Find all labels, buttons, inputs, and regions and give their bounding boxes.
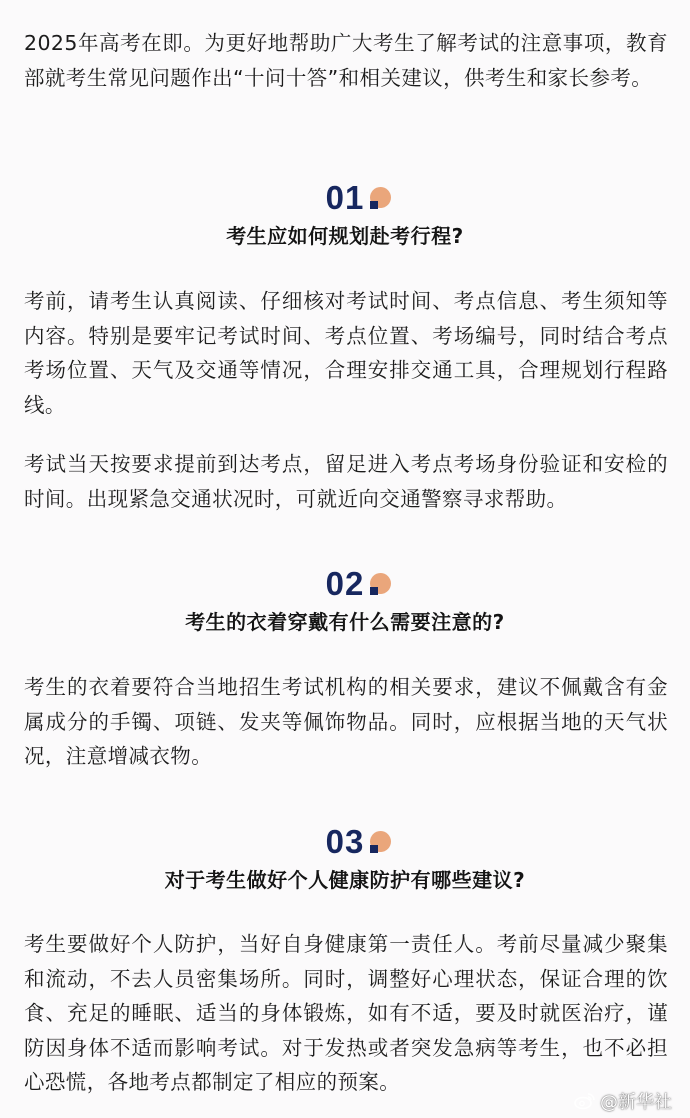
- watermark: [574, 1088, 672, 1114]
- section-03-paragraph-1: 考生要做好个人防护，当好自身健康第一责任人。考前尽量减少聚集和流动，不去人员密集场所。同时，调整好心理状态，保证合理的饮食、充足的睡眠、适当的身体锻炼，如有不适，要及时就医治疗，谨防因身体不适而影响考试。对于发热或者突发急病等考生，也不必担心恐慌，各地考点都制定了相应的预案。: [24, 932, 668, 1094]
- section-number-badge: [326, 564, 365, 604]
- section-header-01: [0, 178, 690, 252]
- section-header-02: [0, 564, 690, 638]
- section-question: 对于考生做好个人健康防护有哪些建议?: [164, 868, 526, 892]
- section-number-badge: [326, 822, 365, 862]
- navy-square-icon: [370, 201, 378, 209]
- intro-paragraph: 2025年高考在即。为更好地帮助广大考生了解考试的注意事项，教育部就考生常见问题作出“十问十答”和相关建议，供考生和家长参考。: [24, 31, 668, 90]
- section-number-badge: [326, 178, 365, 218]
- section-question: 考生应如何规划赴考行程?: [226, 224, 464, 248]
- section-question: 考生的衣着穿戴有什么需要注意的?: [185, 610, 505, 634]
- section-header-03: [0, 822, 690, 896]
- section-number: 01: [325, 179, 365, 216]
- weibo-icon: [574, 1092, 596, 1110]
- watermark-text: @新华社: [600, 1092, 672, 1113]
- navy-square-icon: [370, 845, 378, 853]
- navy-square-icon: [370, 587, 378, 595]
- section-number: 02: [325, 565, 365, 602]
- section-number: 03: [325, 823, 365, 860]
- section-01-paragraph-2: 考试当天按要求提前到达考点，留足进入考点考场身份验证和安检的时间。出现紧急交通状况时，可就近向交通警察寻求帮助。: [24, 452, 668, 511]
- section-02-paragraph-1: 考生的衣着要符合当地招生考试机构的相关要求，建议不佩戴含有金属成分的手镯、项链、发夹等佩饰物品。同时，应根据当地的天气状况，注意增减衣物。: [24, 675, 668, 768]
- section-01-paragraph-1: 考前，请考生认真阅读、仔细核对考试时间、考点信息、考生须知等内容。特别是要牢记考试时间、考点位置、考场编号，同时结合考点考场位置、天气及交通等情况，合理安排交通工具，合理规划行程路线。: [24, 289, 668, 417]
